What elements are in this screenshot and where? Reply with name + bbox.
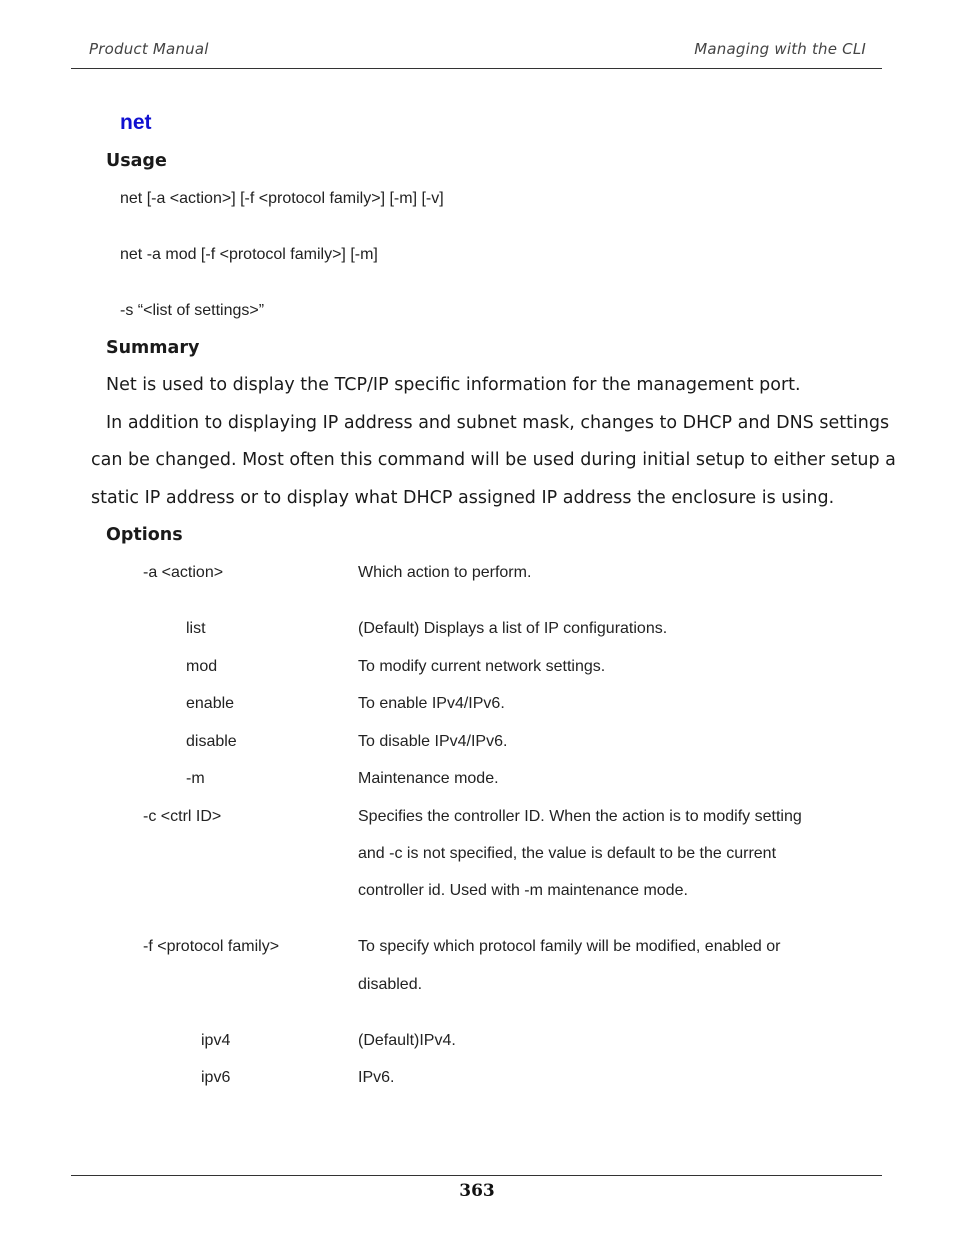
command-title: net — [120, 111, 152, 134]
usage-heading: Usage — [106, 151, 167, 171]
usage-line-3: -s “<list of settings>” — [120, 302, 265, 319]
footer-rule — [71, 1175, 882, 1176]
option-name: enable — [186, 695, 235, 712]
summary-paragraph-2-line-2: can be changed. Most often this command will be used during initial setup to either setup a — [91, 450, 896, 470]
option-name: -a <action> — [143, 564, 224, 581]
option-name: disable — [186, 733, 237, 750]
summary-paragraph-2-line-3: static IP address or to display what DHCP assigned IP address the enclosure is using. — [91, 488, 835, 508]
option-description-line: controller id. Used with -m maintenance mode. — [358, 882, 688, 899]
summary-paragraph-1: Net is used to display the TCP/IP specific information for the management port. — [106, 375, 801, 395]
option-description: To disable IPv4/IPv6. — [358, 733, 508, 750]
option-description: Maintenance mode. — [358, 770, 499, 787]
option-name: mod — [186, 658, 218, 675]
options-heading: Options — [106, 525, 183, 545]
running-header-right: Managing with the CLI — [694, 40, 866, 58]
option-description-line: To specify which protocol family will be modified, enabled or — [358, 938, 781, 955]
option-name: ipv6 — [201, 1069, 231, 1086]
option-description: (Default) Displays a list of IP configurations. — [358, 620, 668, 637]
option-description-line: Specifies the controller ID. When the action is to modify setting — [358, 808, 802, 825]
page-number: 363 — [459, 1181, 495, 1201]
option-description-line: and -c is not specified, the value is default to be the current — [358, 845, 777, 862]
running-header-left: Product Manual — [89, 40, 209, 58]
option-description: Which action to perform. — [358, 564, 532, 581]
option-description: (Default)IPv4. — [358, 1032, 456, 1049]
header-rule — [71, 68, 882, 69]
option-description: To modify current network settings. — [358, 658, 606, 675]
option-name: -m — [186, 770, 205, 787]
usage-line-2: net -a mod [-f <protocol family>] [-m] — [120, 246, 378, 263]
usage-line-1: net [-a <action>] [-f <protocol family>] [-m] [-v] — [120, 190, 444, 207]
option-description: To enable IPv4/IPv6. — [358, 695, 505, 712]
summary-paragraph-2-line-1: In addition to displaying IP address and subnet mask, changes to DHCP and DNS settings — [106, 413, 890, 433]
option-name: -f <protocol family> — [143, 938, 280, 955]
option-name: ipv4 — [201, 1032, 231, 1049]
option-description: IPv6. — [358, 1069, 395, 1086]
option-description-line: disabled. — [358, 976, 423, 993]
option-name: list — [186, 620, 206, 637]
summary-heading: Summary — [106, 338, 200, 358]
option-name: -c <ctrl ID> — [143, 808, 222, 825]
